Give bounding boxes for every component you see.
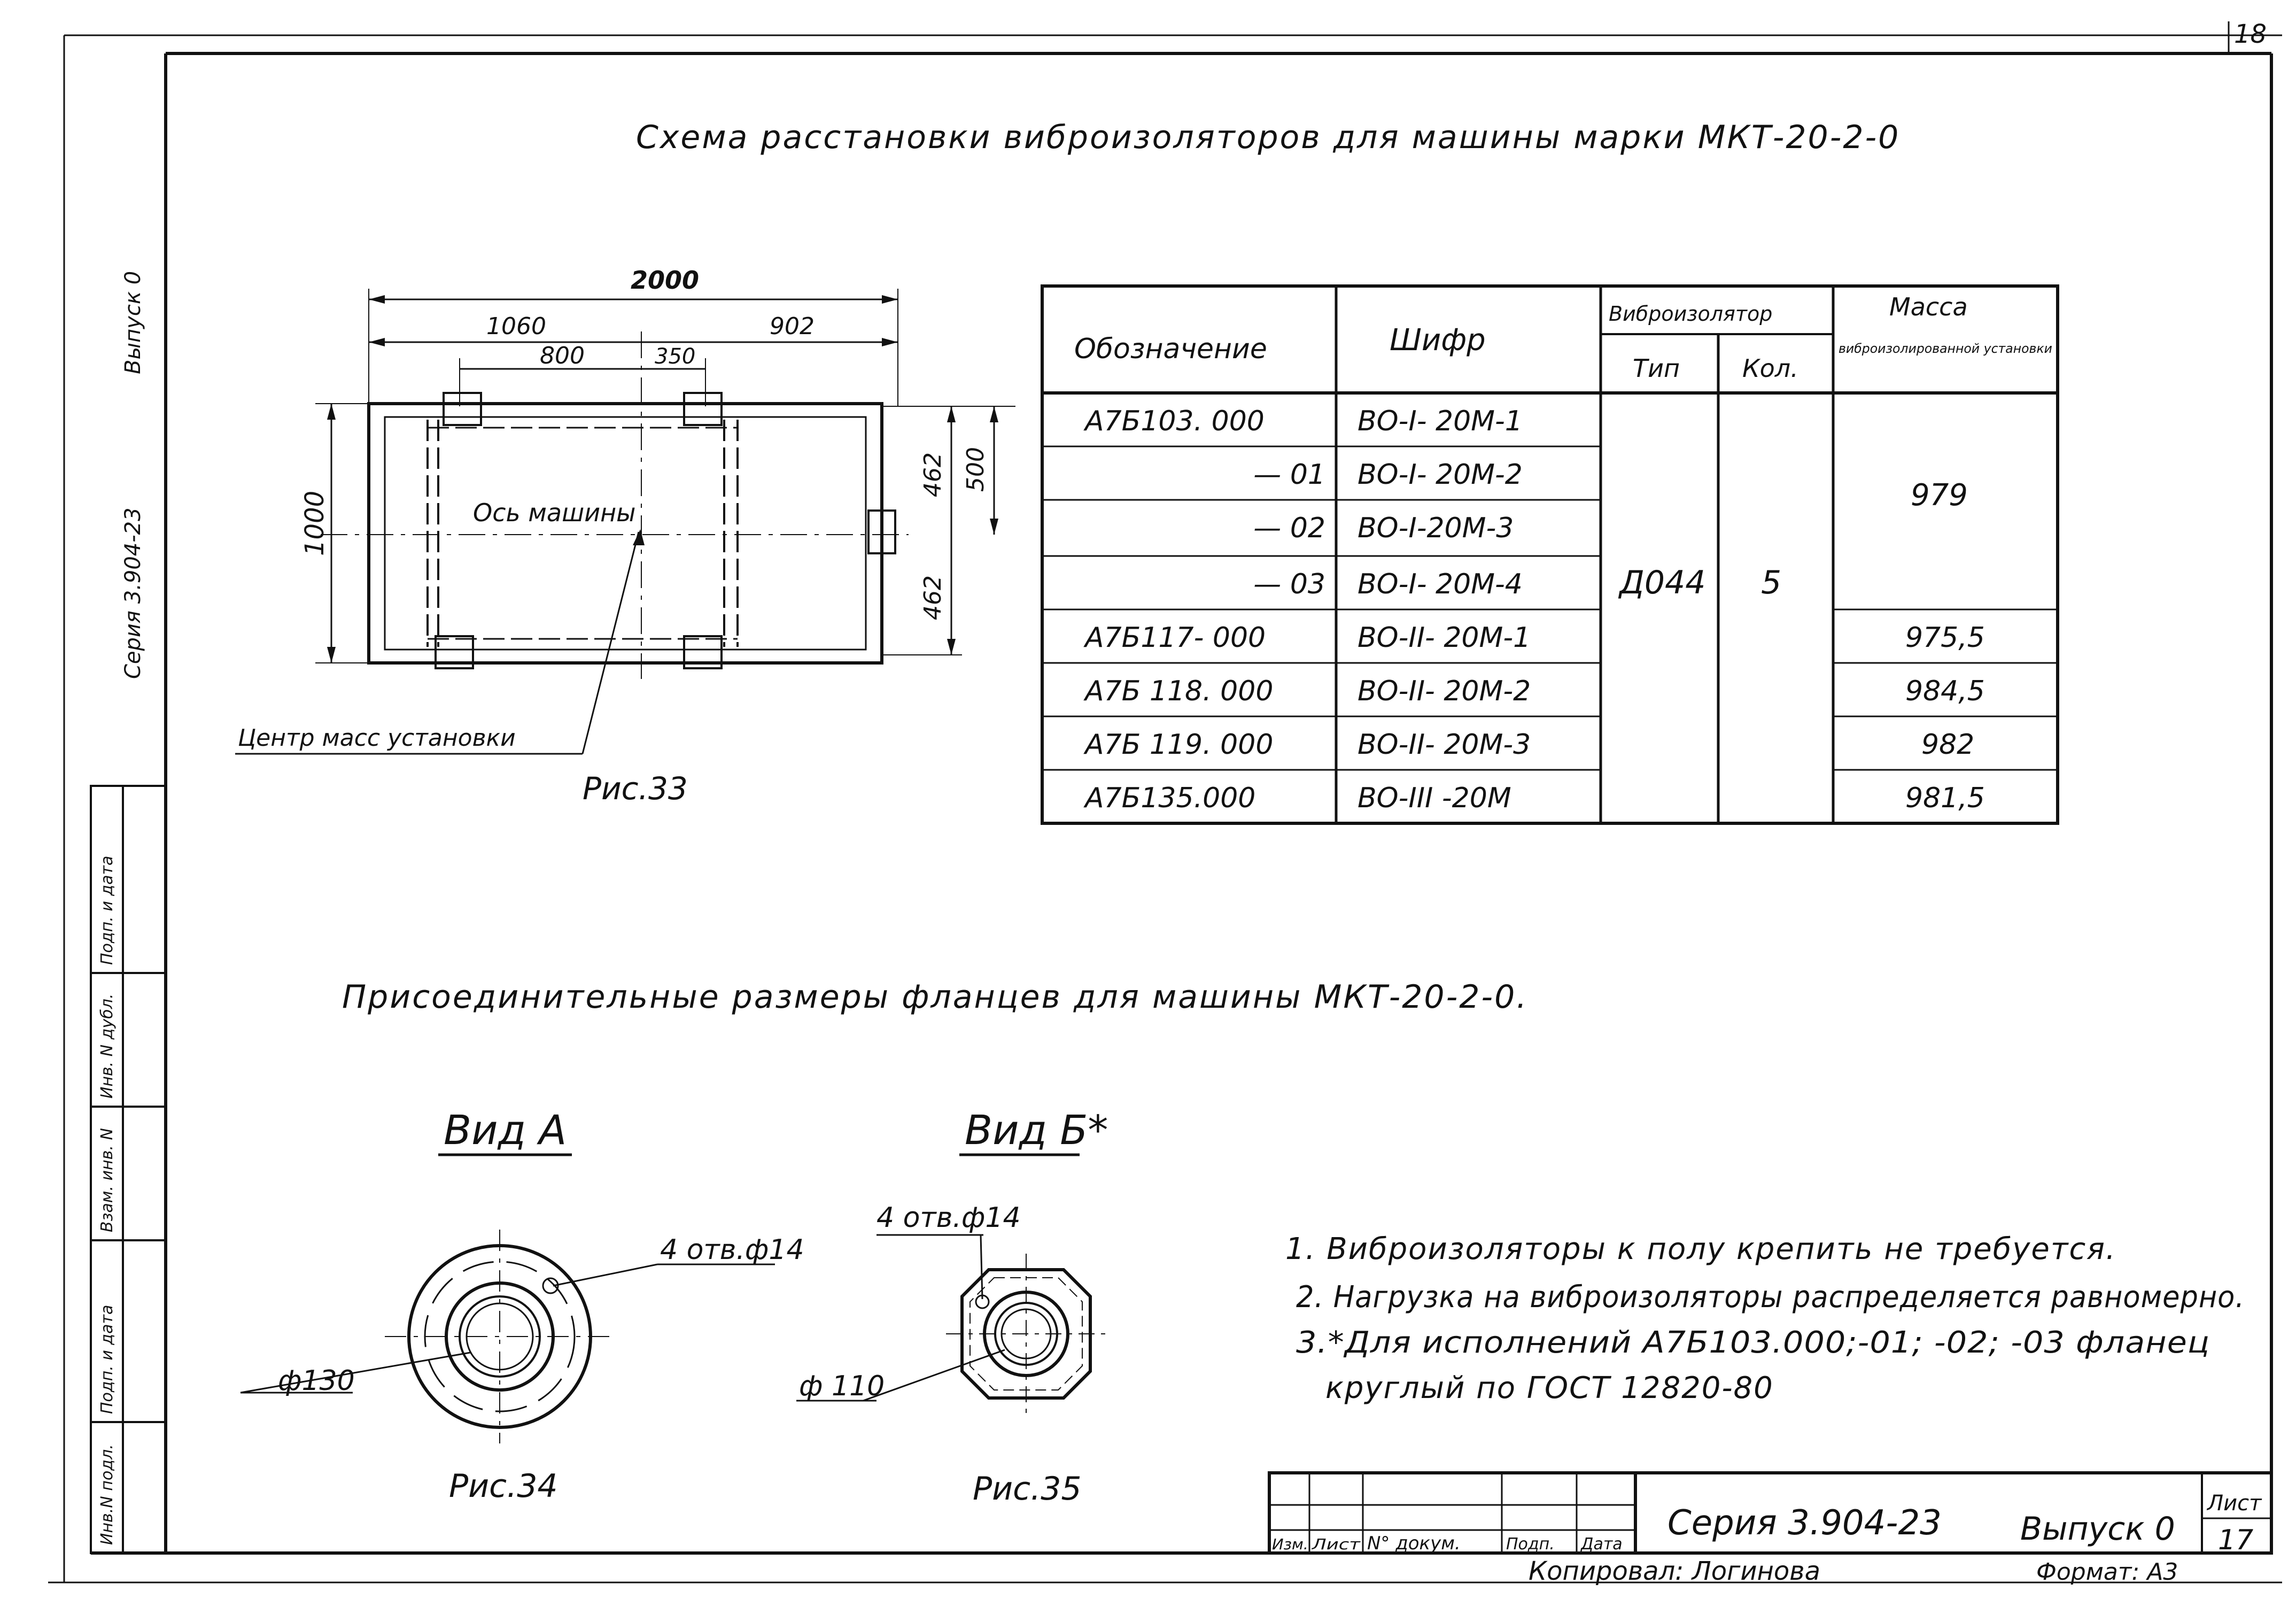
tb-col-podp: Подп. [1506, 1535, 1555, 1554]
view-b-title: Вид Б* [965, 1106, 1108, 1154]
row-7-oboz: А7Б 119. 000 [1085, 729, 1274, 761]
stamp-cell-1: Инв.N подл. [98, 1444, 117, 1545]
cell-tip: Д044 [1619, 564, 1706, 601]
cell-mass-group: 979 [1911, 478, 1968, 513]
margin-seriya: Серия 3.904-23 [121, 507, 145, 679]
th-massa: Масса [1889, 292, 1968, 321]
view-a-holes: 4 отв.ф14 [660, 1234, 804, 1266]
center-label: Центр масс установки [238, 724, 516, 752]
view-b-holes: 4 отв.ф14 [876, 1202, 1021, 1234]
row-1-oboz: А7Б103. 000 [1085, 405, 1265, 437]
note-1: 1. Виброизоляторы к полу крепить не требуется. [1285, 1232, 2116, 1266]
row-4-shifr: ВО-I- 20М-4 [1358, 568, 1523, 600]
note-3: 3.*Для исполнений А7Б103.000;-01; -02; -03 фланец [1296, 1325, 2210, 1360]
tb-sheet-number: 17 [2218, 1524, 2254, 1556]
tb-col-dokum: N° докум. [1367, 1533, 1461, 1554]
margin-vypusk: Выпуск 0 [121, 271, 145, 374]
cell-mass-4: 981,5 [1905, 782, 1985, 814]
dim-inner: 800 [540, 342, 585, 369]
axis-label: Ось машины [473, 498, 636, 527]
tb-col-izm: Изм. [1272, 1535, 1308, 1553]
view-b-diameter: ф 110 [799, 1370, 885, 1402]
figure-35-caption: Рис.35 [973, 1470, 1082, 1508]
row-3-oboz: — 02 [1253, 512, 1325, 544]
scheme-title: Схема расстановки виброизоляторов для машины марки МКТ-20-2-0 [636, 119, 1901, 156]
note-2: 2. Нагрузка на виброизоляторы распределяется равномерно. [1296, 1280, 2245, 1315]
dim-overall-width: 2000 [631, 266, 700, 295]
th-tip: Тип [1633, 354, 1680, 383]
th-oboznachenie: Обозначение [1074, 333, 1267, 365]
row-6-oboz: А7Б 118. 000 [1085, 675, 1274, 707]
cell-mass-3: 982 [1921, 729, 1975, 761]
cell-mass-2: 984,5 [1905, 675, 1985, 707]
cell-mass-1: 975,5 [1905, 622, 1985, 654]
dim-half-lower: 462 [919, 575, 947, 620]
th-kol: Кол. [1742, 354, 1798, 383]
row-4-oboz: — 03 [1253, 568, 1325, 600]
tb-format: Формат: А3 [2036, 1558, 2178, 1586]
cell-kol: 5 [1761, 564, 1782, 601]
row-5-shifr: ВО-II- 20М-1 [1358, 622, 1531, 654]
th-vibroizolyator: Виброизолятор [1609, 302, 1773, 326]
flanges-title: Присоединительные размеры фланцев для машины МКТ-20-2-0. [342, 978, 1529, 1016]
row-7-shifr: ВО-II- 20М-3 [1358, 729, 1531, 761]
sheet-corner-number: 18 [2234, 19, 2267, 49]
dim-half-upper: 462 [919, 452, 947, 497]
view-a-title: Вид А [444, 1106, 567, 1154]
row-3-shifr: ВО-I-20М-3 [1358, 512, 1514, 544]
tb-issue: Выпуск 0 [2020, 1510, 2175, 1548]
th-massa-sub: виброизолированной установки [1839, 341, 2052, 356]
tb-series: Серия 3.904-23 [1667, 1503, 1942, 1543]
stamp-cell-3: Взам. инв. N [98, 1128, 117, 1232]
row-8-shifr: ВО-III -20М [1358, 782, 1511, 814]
stamp-cell-2: Подп. и дата [98, 1304, 117, 1414]
view-a-diameter: ф130 [278, 1365, 355, 1397]
row-2-oboz: — 01 [1253, 459, 1325, 491]
tb-col-list: Лист [1311, 1535, 1361, 1553]
row-2-shifr: ВО-I- 20М-2 [1358, 459, 1523, 491]
tb-col-data: Дата [1581, 1535, 1623, 1554]
row-5-oboz: А7Б117- 000 [1085, 622, 1266, 654]
dim-right-height: 500 [962, 447, 989, 492]
row-1-shifr: ВО-I- 20М-1 [1358, 405, 1523, 437]
row-6-shifr: ВО-II- 20М-2 [1358, 675, 1531, 707]
tb-sheet-label: Лист [2207, 1491, 2262, 1516]
dim-offset: 350 [655, 344, 696, 369]
tb-copied: Копировал: Логинова [1529, 1556, 1820, 1586]
th-shifr: Шифр [1390, 323, 1486, 358]
dim-height: 1000 [300, 490, 330, 556]
stamp-cell-4: Инв. N дубл. [98, 993, 117, 1099]
stamp-cell-5: Подп. и дата [98, 855, 117, 965]
note-4: круглый по ГОСТ 12820-80 [1325, 1371, 1774, 1405]
figure-34-caption: Рис.34 [449, 1467, 558, 1505]
figure-33-caption: Рис.33 [583, 770, 688, 807]
row-8-oboz: А7Б135.000 [1085, 782, 1256, 814]
dim-left-part: 1060 [486, 313, 546, 340]
dim-right-part: 902 [770, 313, 815, 340]
